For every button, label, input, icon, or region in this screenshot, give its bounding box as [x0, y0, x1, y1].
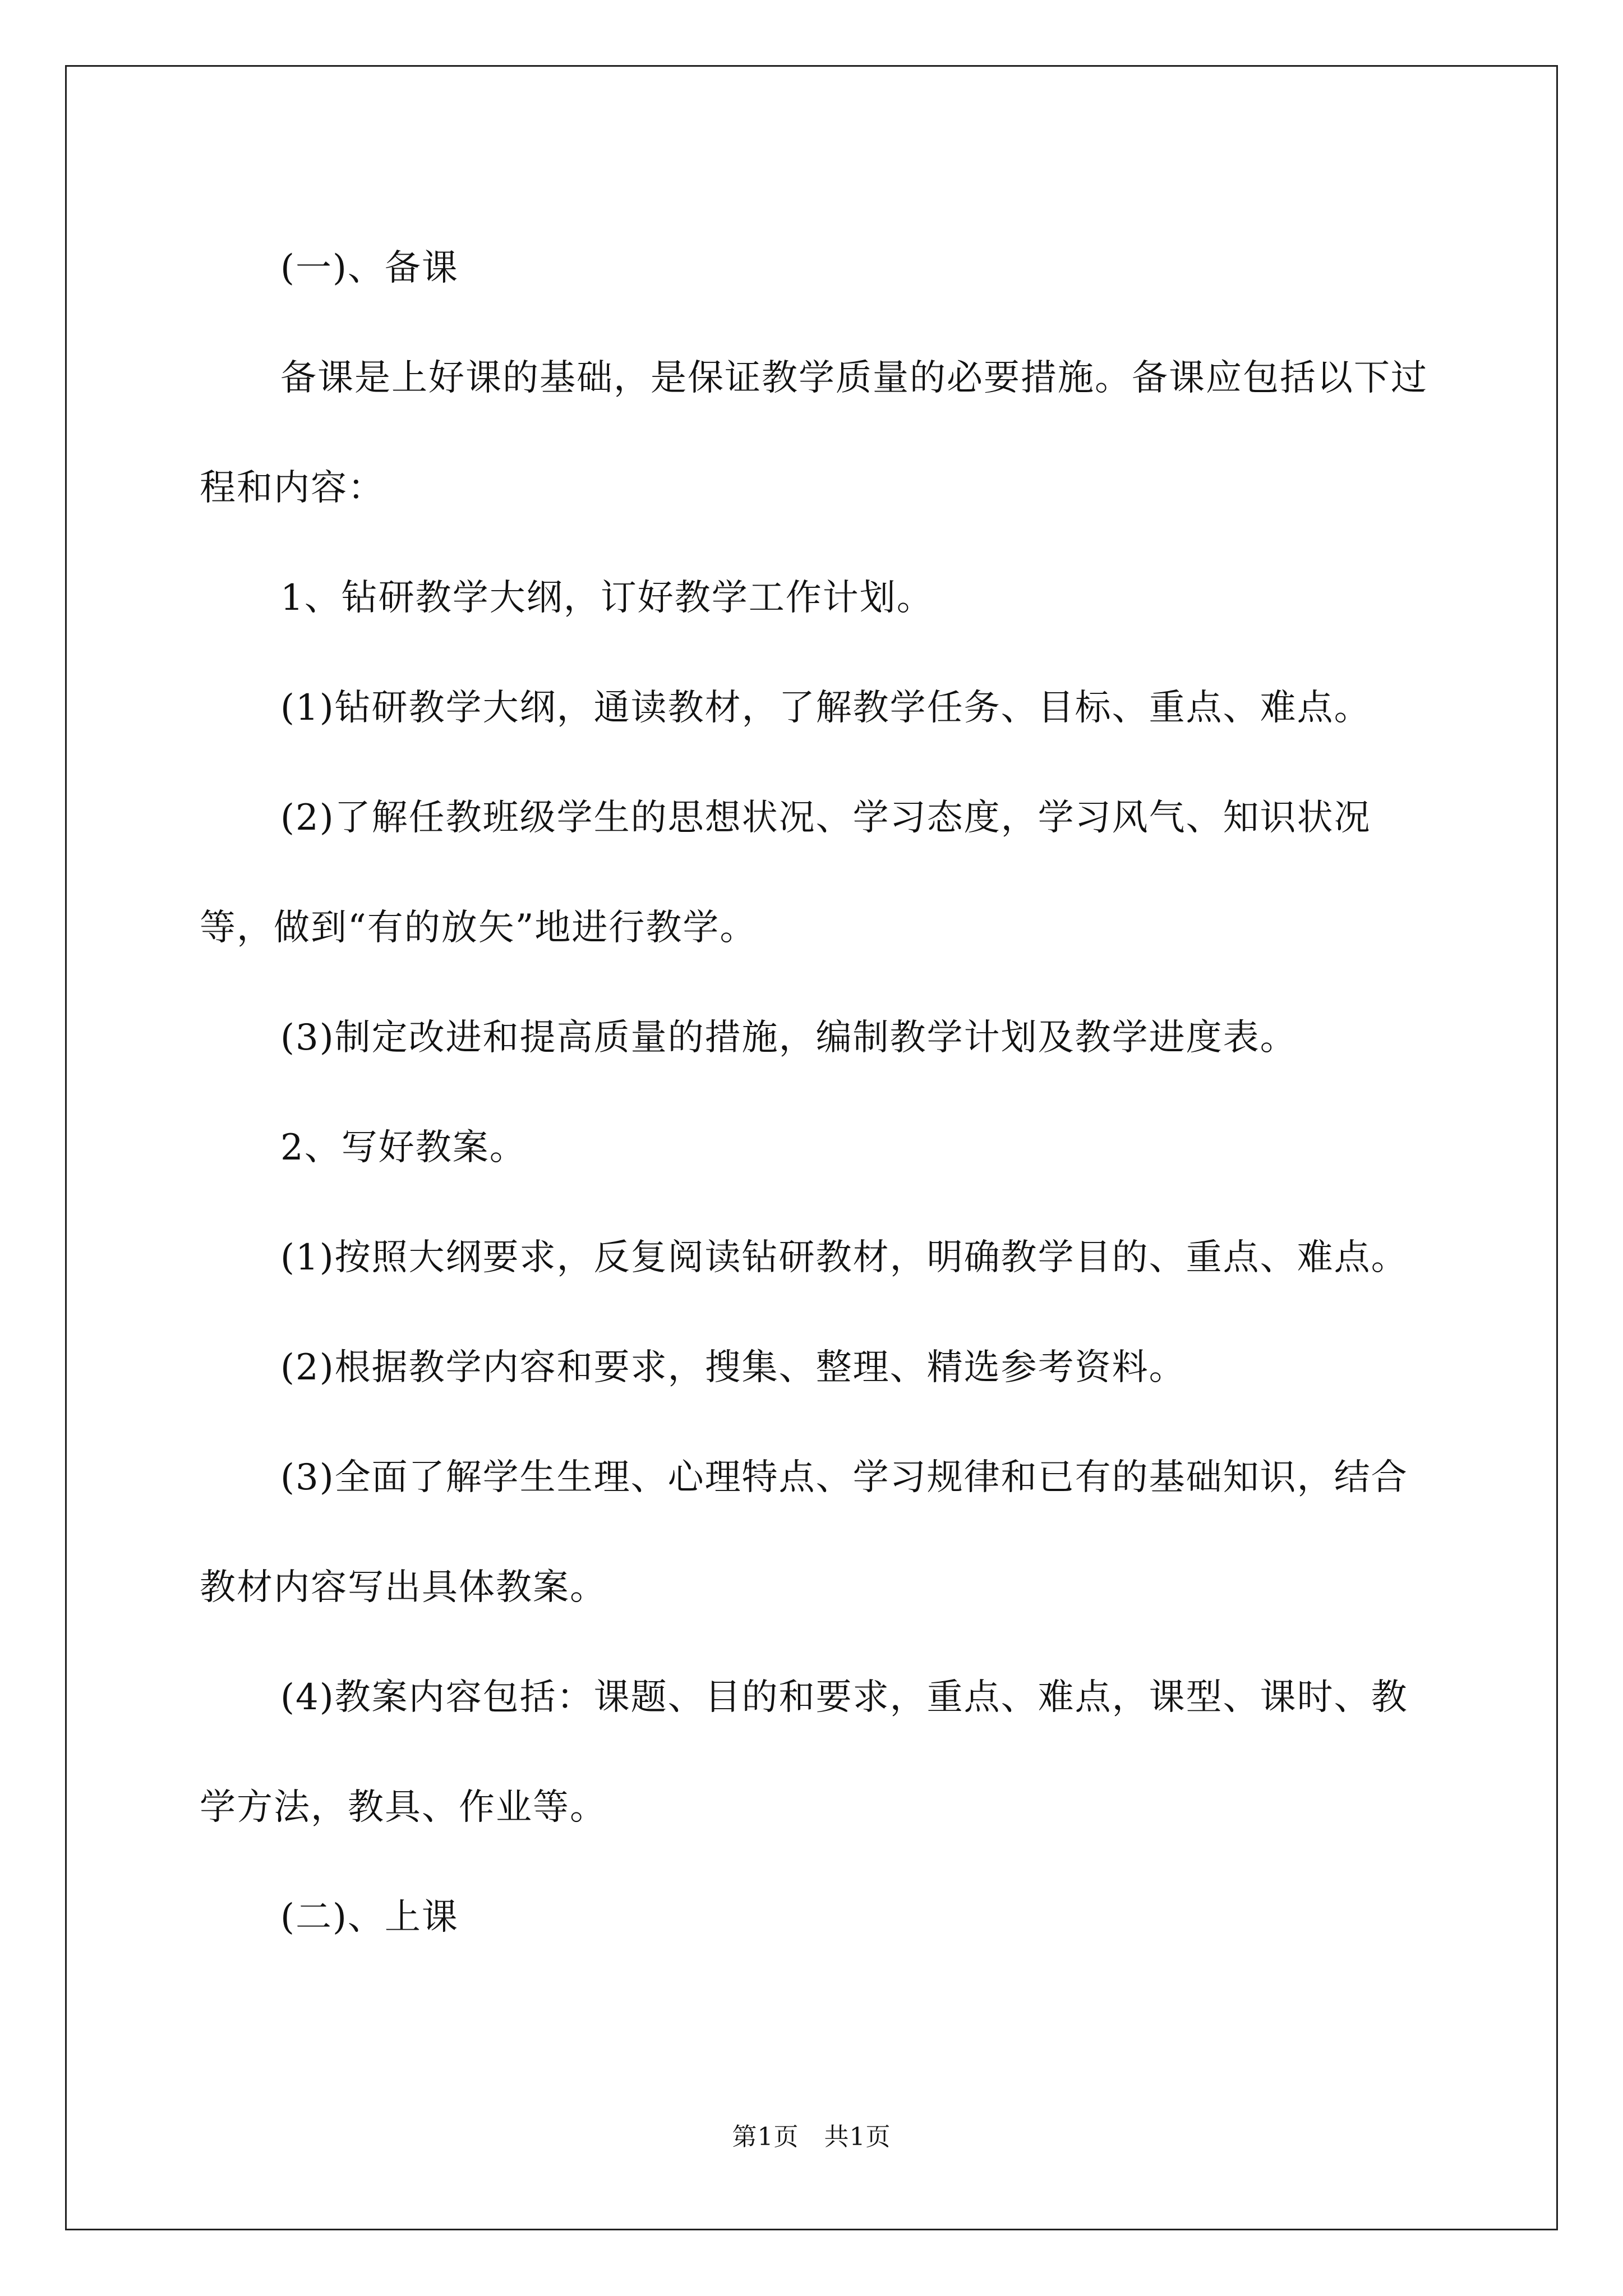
section-heading-prep: (一)、备课: [280, 247, 459, 289]
list-item: (3)全面了解学生生理、心理特点、学习规律和已有的基础知识，结合教材内容写出具体教案。: [200, 1457, 1408, 1608]
page-number-footer: 第1页 共1页: [732, 2123, 891, 2151]
paragraph: 备课是上好课的基础，是保证教学质量的必要措施。备课应包括以下过程和内容：: [200, 357, 1428, 509]
list-item: (4)教案内容包括：课题、目的和要求，重点、难点，课型、课时、教学方法，教具、作业等。: [200, 1677, 1408, 1828]
list-item: (2)根据教学内容和要求，搜集、整理、精选参考资料。: [280, 1347, 1186, 1388]
document-body: [200, 213, 1433, 1972]
list-item: (2)了解任教班级学生的思想状况、学习态度，学习风气、知识状况等，做到“有的放矢”地进行教学。: [200, 797, 1371, 949]
list-item: 1、钻研教学大纲，订好教学工作计划。: [280, 577, 934, 619]
list-item: (1)钻研教学大纲，通读教材，了解教学任务、目标、重点、难点。: [280, 687, 1371, 729]
list-item: (1)按照大纲要求，反复阅读钻研教材，明确教学目的、重点、难点。: [280, 1237, 1408, 1278]
section-heading-class: (二)、上课: [280, 1897, 459, 1938]
list-item: 2、写好教案。: [280, 1127, 527, 1168]
list-item: (3)制定改进和提高质量的措施，编制教学计划及教学进度表。: [280, 1017, 1297, 1059]
